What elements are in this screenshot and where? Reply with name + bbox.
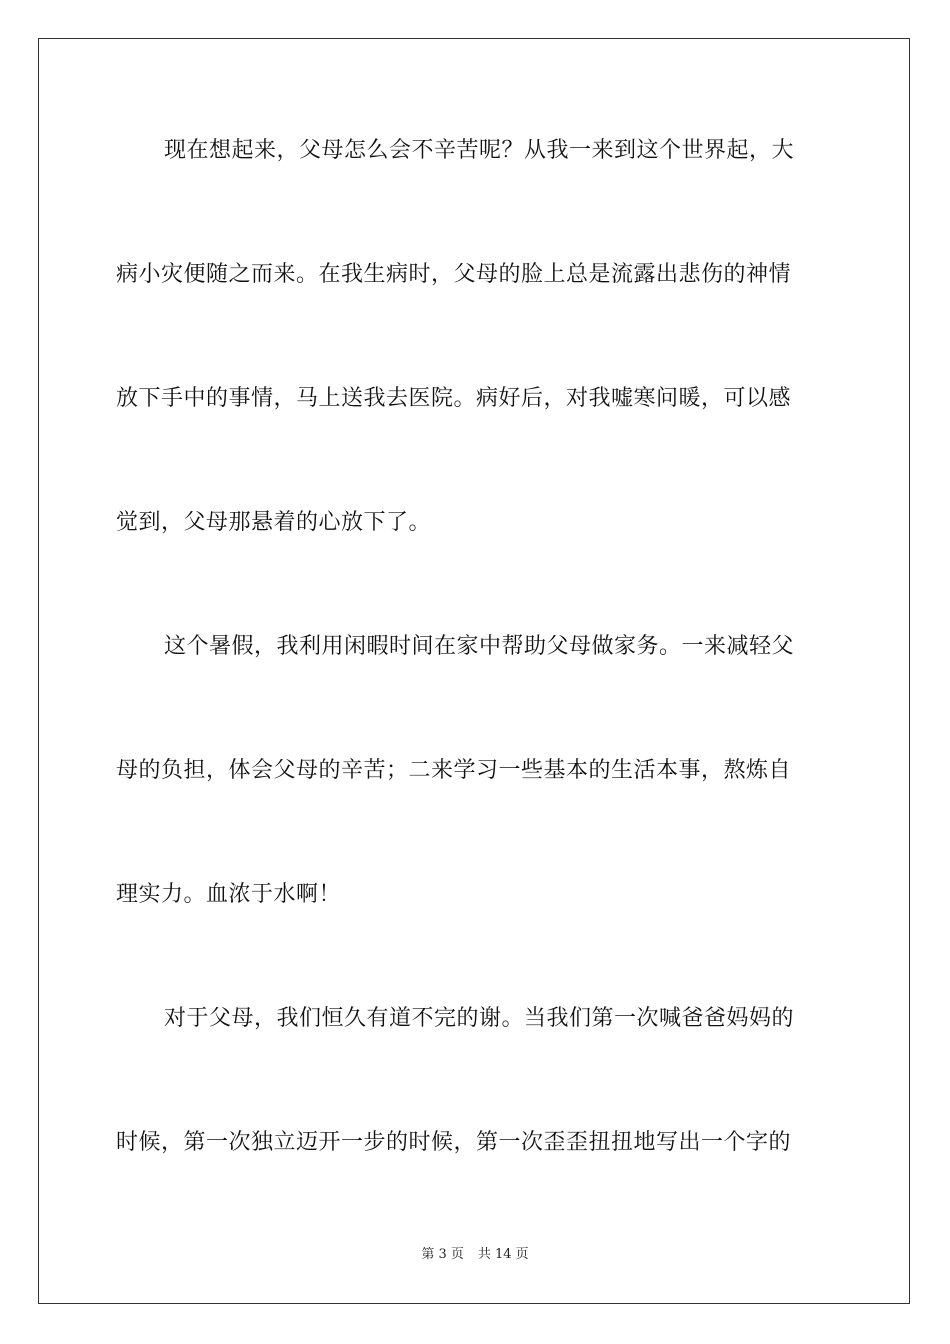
text-line: 时候，第一次独立迈开一步的时候，第一次歪歪扭扭地写出一个字的 <box>116 1130 792 1155</box>
text-line: 母的负担，体会父母的辛苦；二来学习一些基本的生活本事，熬炼自 <box>116 758 792 783</box>
page-footer <box>0 1246 950 1264</box>
text-line: 病小灾便随之而来。在我生病时，父母的脸上总是流露出悲伤的神情 <box>116 262 792 287</box>
page-total: 共 14 页 <box>477 1247 529 1262</box>
page-number: 第 3 页 <box>421 1247 464 1262</box>
text-line: 对于父母，我们恒久有道不完的谢。当我们第一次喊爸爸妈妈的 <box>164 1006 795 1031</box>
text-line: 放下手中的事情，马上送我去医院。病好后，对我嘘寒问暖，可以感 <box>116 386 792 411</box>
page-border <box>38 38 910 1304</box>
text-line: 理实力。血浓于水啊！ <box>116 882 342 907</box>
text-line: 觉到，父母那悬着的心放下了。 <box>116 510 432 535</box>
text-line: 这个暑假，我利用闲暇时间在家中帮助父母做家务。一来减轻父 <box>164 634 795 659</box>
text-line: 现在想起来，父母怎么会不辛苦呢？从我一来到这个世界起，大 <box>164 138 795 163</box>
